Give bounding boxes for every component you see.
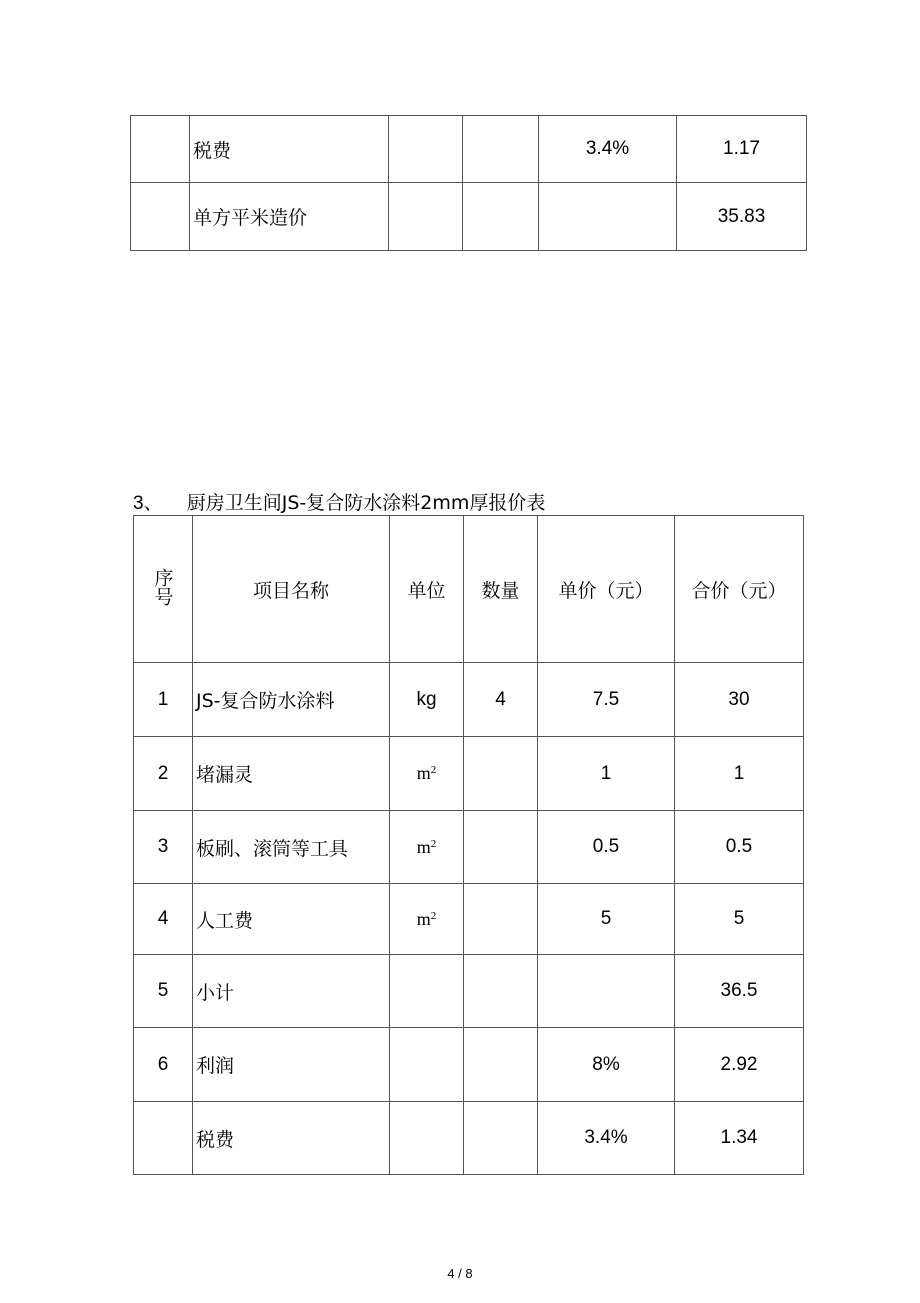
unit-cell — [389, 183, 463, 251]
unit-price-cell: 1 — [538, 737, 675, 811]
unit-price-cell: 0.5 — [538, 811, 675, 884]
unit-cell — [390, 955, 464, 1028]
unit-exponent: 2 — [430, 909, 437, 922]
item-name-cell: 小计 — [193, 955, 390, 1028]
unit-price-cell: 7.5 — [538, 663, 675, 737]
table-row — [134, 1028, 804, 1102]
unit-cell — [390, 737, 464, 811]
seq-cell: 2 — [134, 737, 193, 811]
item-name-cell: 堵漏灵 — [193, 737, 390, 811]
table-row — [134, 811, 804, 884]
unit-price-cell: 3.4% — [539, 116, 677, 183]
table-row — [134, 1102, 804, 1175]
item-name-cell: 利润 — [193, 1028, 390, 1102]
table-header-row — [134, 516, 804, 663]
table-row — [134, 737, 804, 811]
total-price-cell: 0.5 — [675, 811, 804, 884]
unit-price-cell: 8% — [538, 1028, 675, 1102]
unit-cell — [389, 116, 463, 183]
qty-cell — [464, 1102, 538, 1175]
unit-price-cell: 5 — [538, 884, 675, 955]
unit-cell — [390, 884, 464, 955]
item-name-cell: 税费 — [193, 1102, 390, 1175]
seq-cell: 5 — [134, 955, 193, 1028]
unit-cell — [390, 1102, 464, 1175]
item-name-cell: 单方平米造价 — [190, 183, 389, 251]
total-price-cell: 36.5 — [675, 955, 804, 1028]
header-seq — [134, 516, 193, 663]
total-price-cell: 5 — [675, 884, 804, 955]
qty-cell — [464, 884, 538, 955]
qty-cell — [463, 116, 539, 183]
item-name-cell: 板刷、滚筒等工具 — [193, 811, 390, 884]
qty-cell: 4 — [464, 663, 538, 737]
qty-cell — [464, 1028, 538, 1102]
unit-cell — [390, 811, 464, 884]
seq-cell: 6 — [134, 1028, 193, 1102]
unit-base: m — [416, 908, 431, 929]
header-unit-price: 单价（元） — [538, 516, 675, 663]
item-name-cell: 人工费 — [193, 884, 390, 955]
total-price-cell: 35.83 — [677, 183, 807, 251]
seq-cell — [131, 183, 190, 251]
qty-cell — [463, 183, 539, 251]
qty-cell — [464, 955, 538, 1028]
seq-cell — [131, 116, 190, 183]
unit-price-cell — [539, 183, 677, 251]
unit-price-cell: 3.4% — [538, 1102, 675, 1175]
total-price-cell: 1.34 — [675, 1102, 804, 1175]
total-price-cell: 30 — [675, 663, 804, 737]
unit-cell — [390, 1028, 464, 1102]
unit-exponent: 2 — [430, 764, 437, 776]
table-row — [131, 116, 807, 183]
section-number: 3、 — [133, 493, 163, 514]
unit-price-cell — [538, 955, 675, 1028]
item-name-cell: 税费 — [190, 116, 389, 183]
table-row — [134, 955, 804, 1028]
header-unit: 单位 — [390, 516, 464, 663]
table-row — [134, 663, 804, 737]
header-seq-label: 序号 — [151, 567, 174, 606]
total-price-cell: 1.17 — [677, 116, 807, 183]
qty-cell — [464, 737, 538, 811]
page-number: 4 / 8 — [447, 1266, 473, 1281]
item-name-cell: JS-复合防水涂料 — [193, 663, 390, 737]
header-total-price: 合价（元） — [675, 516, 804, 663]
seq-cell: 1 — [134, 663, 193, 737]
header-qty: 数量 — [464, 516, 538, 663]
unit-base: m — [416, 836, 431, 857]
total-price-cell: 1 — [675, 737, 804, 811]
section-heading — [133, 488, 545, 515]
unit-exponent: 2 — [430, 837, 437, 850]
seq-cell: 3 — [134, 811, 193, 884]
header-name: 项目名称 — [193, 516, 390, 663]
total-price-cell: 2.92 — [675, 1028, 804, 1102]
table-row — [134, 884, 804, 955]
seq-cell — [134, 1102, 193, 1175]
unit-cell: kg — [390, 663, 464, 737]
table-row — [131, 183, 807, 251]
unit-base: m — [416, 763, 431, 783]
quote-table-continued — [130, 115, 807, 251]
seq-cell: 4 — [134, 884, 193, 955]
qty-cell — [464, 811, 538, 884]
quote-table — [133, 515, 804, 1175]
section-title-text: 厨房卫生间JS-复合防水涂料2mm厚报价表 — [186, 492, 546, 514]
